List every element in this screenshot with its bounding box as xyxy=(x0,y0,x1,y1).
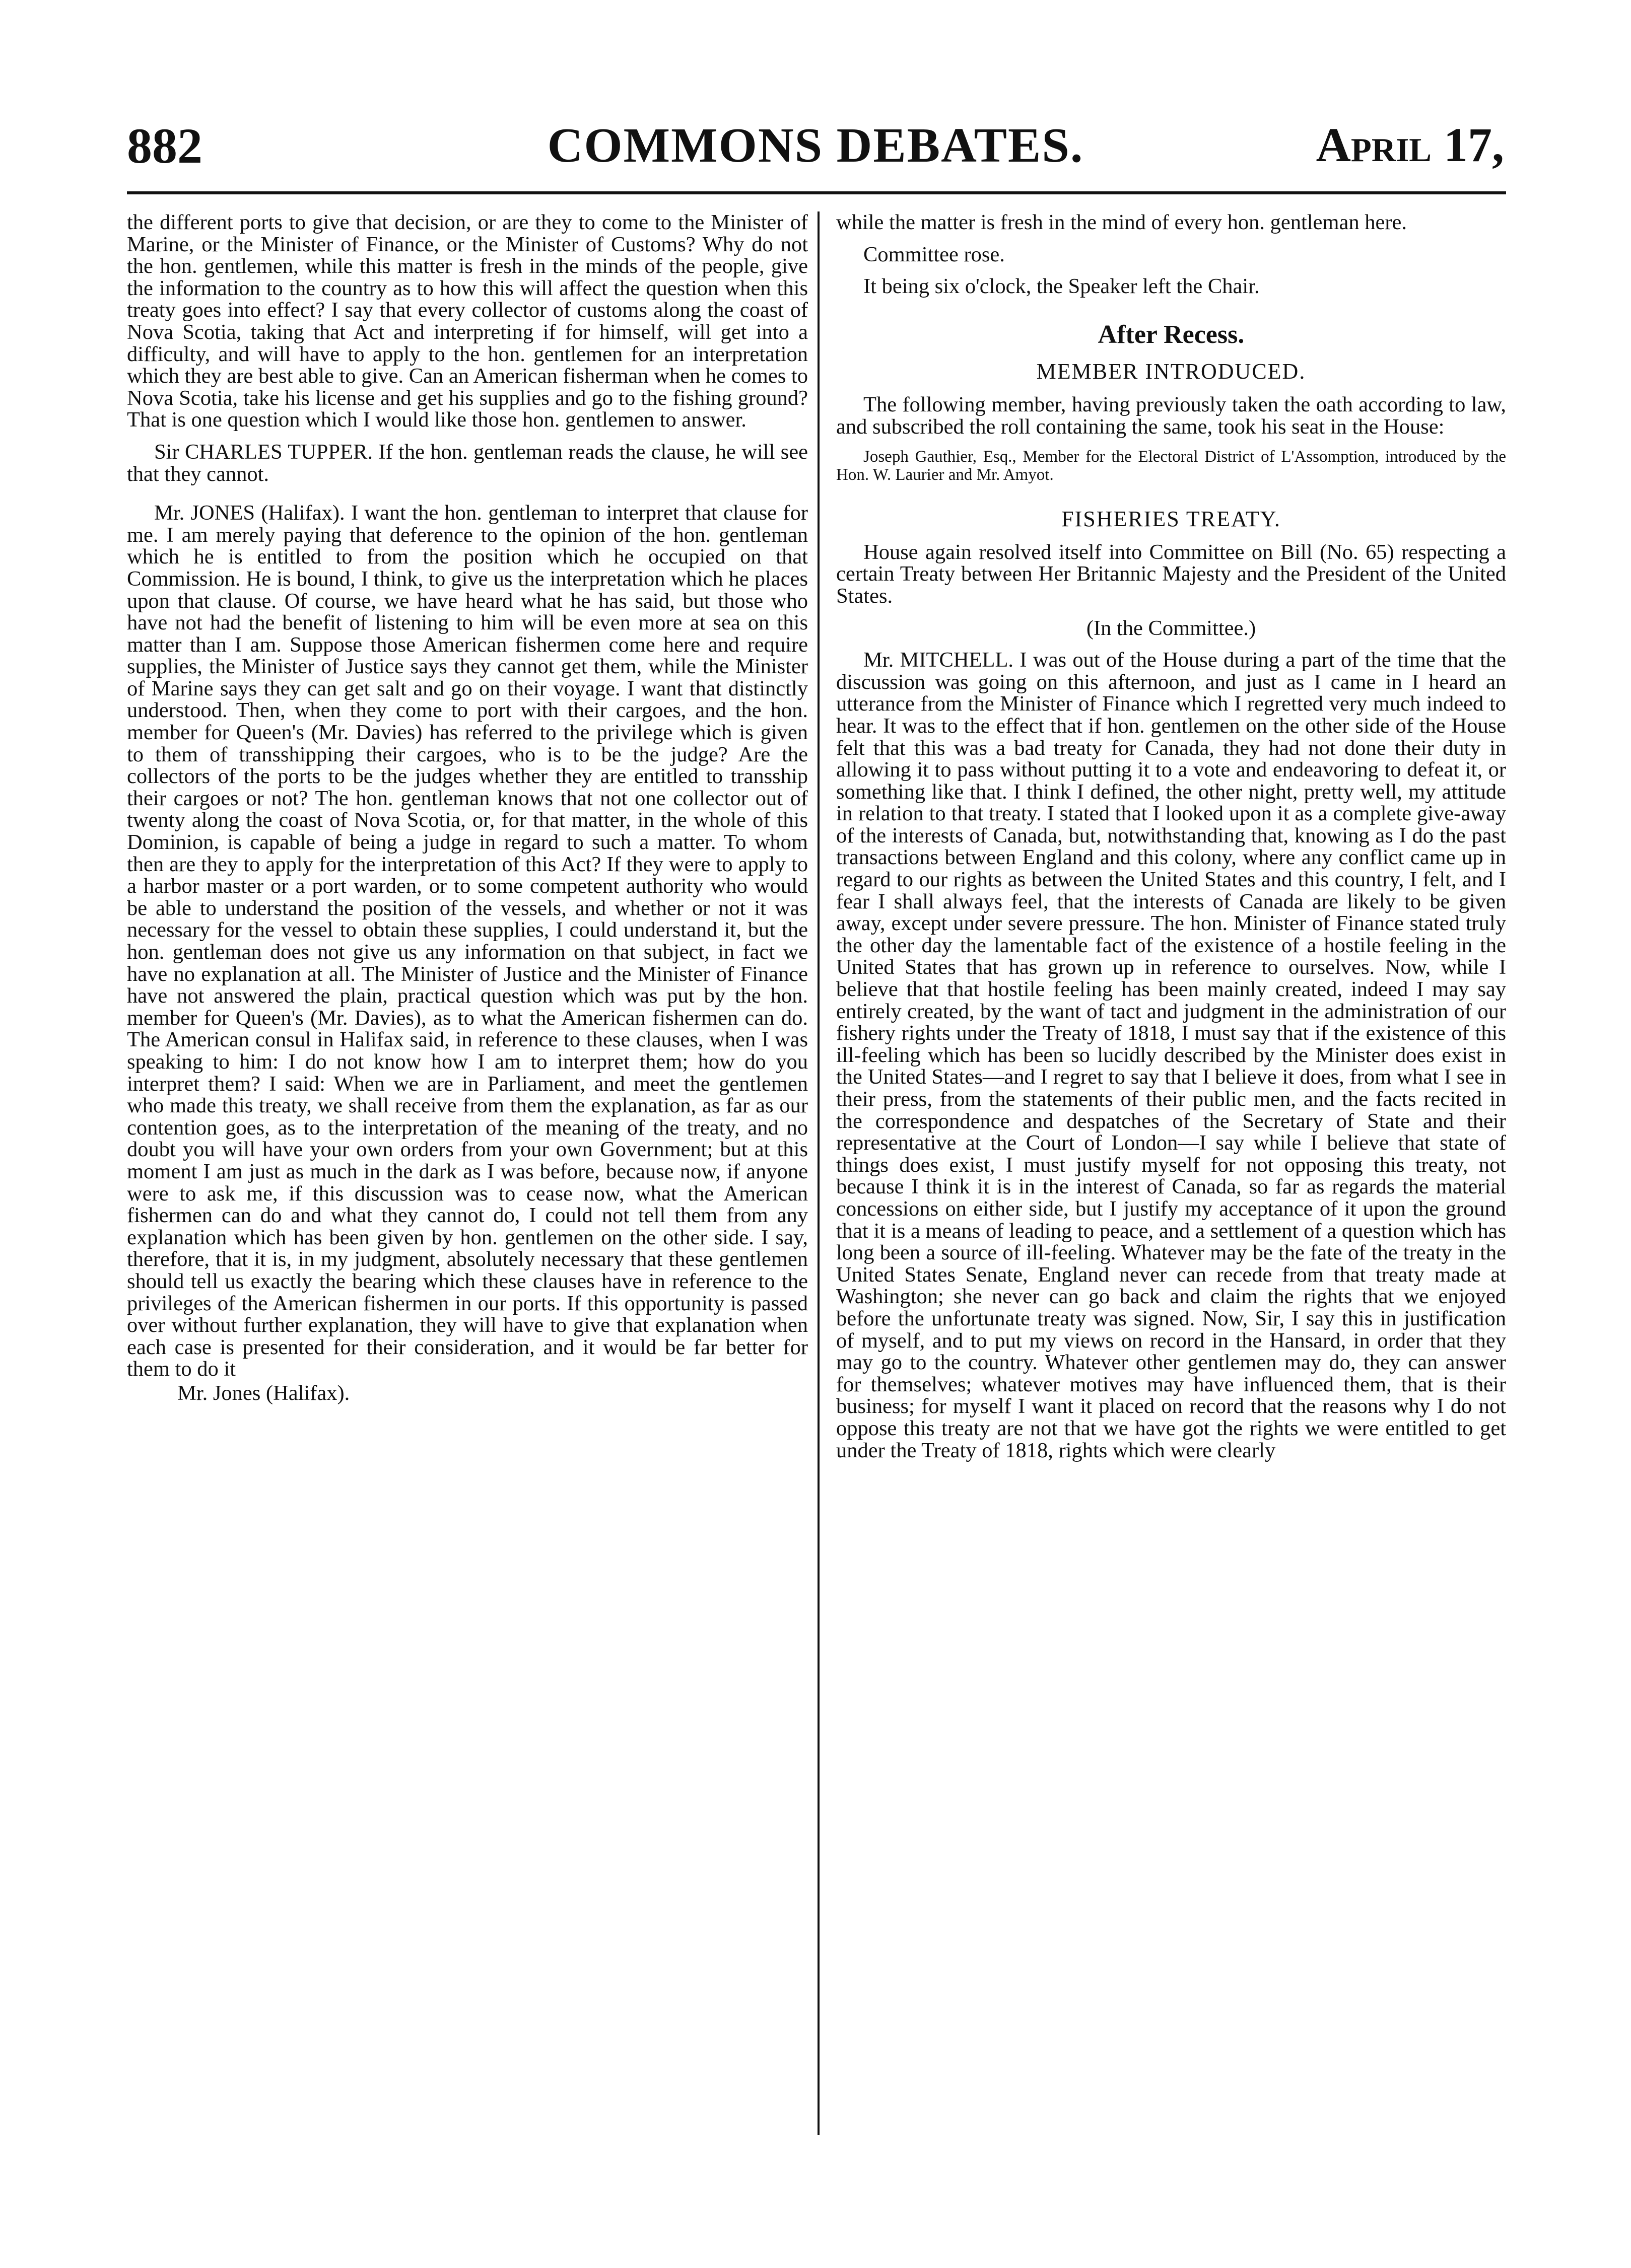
member-introduced-heading: MEMBER INTRODUCED. xyxy=(1036,359,1306,384)
header-rule xyxy=(127,191,1506,194)
left-column xyxy=(127,211,808,1404)
in-committee-note: (In the Committee.) xyxy=(1086,616,1256,640)
member-note: Joseph Gauthier, Esq., Member for the Electoral District of L'Assomption, introduced by the Hon. W. Laurier and Mr. Amyot. xyxy=(836,448,1506,484)
column-divider xyxy=(818,211,820,2135)
page-date: April 17, xyxy=(1316,118,1504,172)
mitchell-paragraph: Mr. MITCHELL. I was out of the House during a part of the time that the discussion was going on this afternoon, and just as I came in I heard an utterance from the Minister of Finance which I regretted very much indeed to hear. It was to the effect that if hon. gentlemen on the other side of the House felt that this was a bad treaty for Canada, they had not done their duty in allowing it to pass without putting it to a vote and endeavoring to defeat it, or something like that. I think I defined, the other night, pretty well, my attitude in relation to that treaty. I stated that I looked upon it as a complete give-away of the interests of Canada, but, notwithstanding that, knowing as I do the past transactions between England and this colony, where any conflict came up in regard to our rights as between the United States and this country, I felt, and I fear I shall always feel, that the interests of Canada are likely to be given away, except under severe pressure. The hon. Minister of Finance stated truly the other day the lamentable fact of the existence of a hostile feeling in the United States that has grown up in reference to ourselves. Now, while I believe that that hostile feeling has been mainly created, indeed I may say entirely created, by the want of tact and judgment in the administration of our fishery rights under the Treaty of 1818, I must say that if the existence of this ill-feeling which has been so lucidly described by the Minister does exist in the United States—and I regret to say that I believe it does, from what I see in their press, from the statements of their public men, and the facts recited in the correspondence and despatches of the Secretary of State and their representative at the Court of London—I say while I believe that state of things does exist, I must justify myself for not opposing this treaty, not because I think it is in the interest of Canada, so far as regards the material concessions on either side, but I justify my acceptance of it upon the ground that it is a means of leading to peace, and a settlement of a question which has long been a source of ill-feeling. Whatever may be the fate of the treaty in the United States Senate, England never can recede from that treaty made at Washington; she never can go back and claim the rights that we enjoyed before the unfortunate treaty was signed. Now, Sir, I say this in justification of myself, and to put my views on record in the Hansard, in order that they may go to the country. Whatever other gentlemen may do, they can answer for themselves; whatever motives may have influenced them, that is their business; for myself I want it placed on record that the reasons why I do not oppose this treaty are not that we have got the rights we were entitled to get under the Treaty of 1818, rights which were clearly xyxy=(836,648,1506,1462)
page-number: 882 xyxy=(127,118,202,174)
right-column xyxy=(836,211,1506,1461)
jones-paragraph: Mr. JONES (Halifax). I want the hon. gentleman to interpret that clause for me. I am merely paying that deference to the opinion of the hon. gentleman which he is entitled to from the position which he occupied on that Commission. He is bound, I think, to give us the interpretation which he places upon that clause. Of course, we have heard what he has said, but those who have not had the benefit of listening to him will be even more at sea on this matter than I am. Suppose those American fishermen come here and require supplies, the Minister of Justice says they cannot get them, while the Minister of Marine says they can get salt and go on their voyage. I want that distinctly understood. Then, when they come to port with their cargoes, and the hon. member for Queen's (Mr. Davies) has referred to the privilege which is given to them of transshipping their cargoes, who is to be the judge? Are the collectors of the ports to be the judges whether they are entitled to transship their cargoes or not? The hon. gentleman knows that not one collector out of twenty along the coast of Nova Scotia, or, for that matter, in the whole of this Dominion, is capable of being a judge in regard to such a matter. To whom then are they to apply for the interpretation of this Act? If they were to apply to a harbor master or a port warden, or to some competent authority who would be able to understand the position of the vessels, and whether or not it was necessary for the vessel to obtain these supplies, I could understand it, but the hon. gentleman does not give us any information on that subject, in fact we have no explanation at all. The Minister of Justice and the Minister of Finance have not answered the plain, practical question which was put by the hon. member for Queen's (Mr. Davies), as to what the American fishermen can do. The American consul in Halifax said, in reference to these clauses, when I was speaking to him: I do not know how I am to interpret them; how do you interpret them? I said: When we are in Parliament, and meet the gentlemen who made this treaty, we shall receive from them the explanation, as far as our contention goes, as to the interpretation of the meaning of the treaty, and no doubt you will have your own orders from your own Government; but at this moment I am just as much in the dark as I was before, because now, if anyone were to ask me, if this discussion was to cease now, what the American fishermen can do and what they cannot do, I could not tell them from any explanation which has been given by hon. gentlemen on the other side. I say, therefore, that it is, in my judgment, absolutely necessary that these gentlemen should tell us exactly the bearing which these clauses have in reference to the privileges of the American fishermen in our ports. If this opportunity is passed over without further explanation, they will have to give that explanation when each case is presented for their consideration, and it would be far better for them to do it xyxy=(127,501,808,1381)
after-recess-heading: After Recess. xyxy=(1098,320,1245,349)
right-paragraph-1: while the matter is fresh in the mind of every hon. gentleman here. xyxy=(836,210,1407,234)
page-title: COMMONS DEBATES. xyxy=(547,118,1084,173)
fisheries-treaty-heading: FISHERIES TREATY. xyxy=(1061,507,1281,532)
speaker-signature: Mr. Jones (Halifax). xyxy=(177,1381,350,1405)
left-paragraph-1: the different ports to give that decision, or are they to come to the Minister of Marine, or the Minister of Finance, or the Minister of Customs? Why do not the hon. gentlemen, while this matter is fresh in the minds of the people, give the information to the country as to how this will affect the question when this treaty goes into effect? I say that every collector of customs along the coast of Nova Scotia, taking that Act and interpreting if for himself, will get into a difficulty, and will have to apply to the hon. gentlemen for an interpretation which they are best able to give. Can an American fisherman when he comes to Nova Scotia, take his license and get his supplies and go to the fishing ground? That is one question which I would like those hon. gentlemen to answer. xyxy=(127,210,808,432)
member-paragraph: The following member, having previously taken the oath according to law, and subscribed the roll containing the same, took his seat in the House: xyxy=(836,392,1506,439)
six-oclock-note: It being six o'clock, the Speaker left the Chair. xyxy=(863,274,1260,299)
committee-rose: Committee rose. xyxy=(863,242,1005,266)
fisheries-paragraph: House again resolved itself into Committee on Bill (No. 65) respecting a certain Treaty between Her Britannic Majesty and the President of the United States. xyxy=(836,540,1506,608)
tupper-paragraph: Sir CHARLES TUPPER. If the hon. gentleman reads the clause, he will see that they cannot. xyxy=(127,440,808,486)
